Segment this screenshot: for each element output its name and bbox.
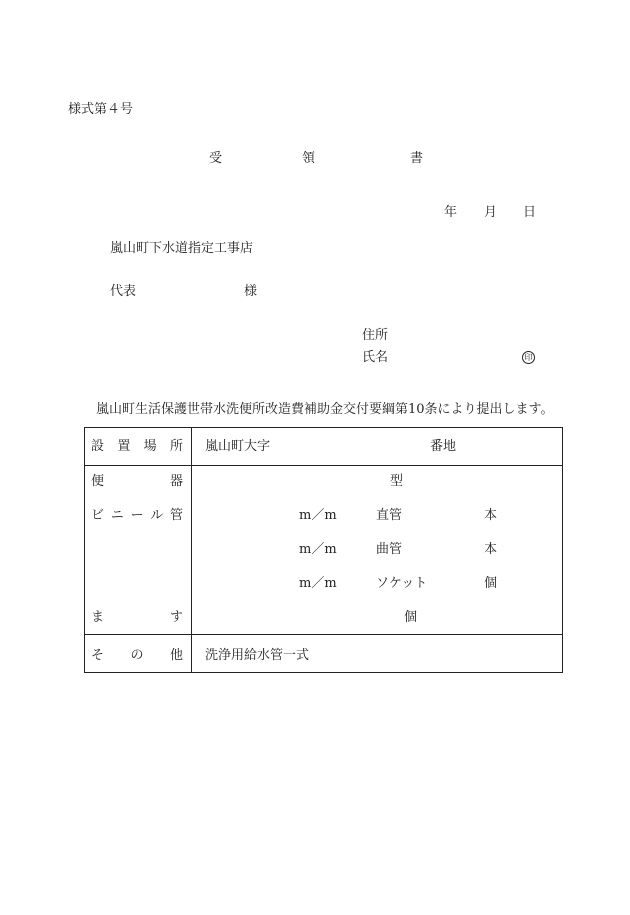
date-day: 日 — [523, 205, 537, 220]
location-label-char: 設 — [91, 439, 105, 454]
other-label-char: 他 — [169, 648, 183, 663]
location-town: 嵐山町大字 — [205, 439, 271, 454]
vinyl-pipe-label-char: ル — [150, 508, 164, 523]
table-border-bottom — [84, 672, 563, 673]
title-char-3: 書 — [410, 151, 424, 166]
table-row-divider-1 — [84, 465, 563, 466]
location-label-char: 場 — [143, 439, 157, 454]
location-label — [91, 440, 183, 453]
other-label-char: そ — [91, 648, 105, 663]
other-value: 洗浄用給水管一式 — [205, 648, 310, 663]
toilet-unit: 型 — [390, 474, 404, 489]
receipt-table — [84, 427, 563, 673]
vinyl-pipe-label — [91, 509, 183, 522]
table-column-divider — [191, 427, 192, 673]
toilet-label — [91, 475, 183, 488]
other-label-char: の — [130, 648, 144, 663]
pipe-unit: 個 — [484, 576, 498, 591]
toilet-label-char: 器 — [169, 474, 183, 489]
pipe-size: m／m — [299, 542, 337, 557]
pipe-item: ソケット — [376, 576, 428, 591]
vinyl-pipe-label-char: 管 — [169, 508, 183, 523]
basin-label-char: す — [169, 610, 183, 625]
pipe-unit: 本 — [484, 542, 498, 557]
table-row-divider-2 — [84, 634, 563, 635]
pipe-size: m／m — [299, 576, 337, 591]
basin-unit: 個 — [404, 610, 418, 625]
pipe-unit: 本 — [484, 508, 498, 523]
pipe-size: m／m — [299, 508, 337, 523]
seal-icon: 印 — [522, 351, 535, 364]
statement: 嵐山町生活保護世帯水洗便所改造費補助金交付要綱第10条により提出します。 — [96, 402, 554, 417]
representative-label: 代表 — [110, 284, 137, 299]
date-month: 月 — [484, 205, 498, 220]
representative-honorific: 様 — [244, 284, 258, 299]
title-char-2: 領 — [302, 151, 316, 166]
location-label-char: 置 — [117, 439, 131, 454]
vinyl-pipe-label-char: ニ — [110, 508, 124, 523]
table-border-right — [562, 427, 563, 673]
location-lot: 番地 — [430, 439, 457, 454]
address-label: 住所 — [362, 328, 389, 343]
table-border-top — [84, 427, 563, 428]
pipe-item: 直管 — [376, 508, 403, 523]
basin-label — [91, 611, 183, 624]
location-label-char: 所 — [169, 439, 183, 454]
vinyl-pipe-label-char: ビ — [91, 508, 105, 523]
table-border-left — [84, 427, 85, 673]
pipe-item: 曲管 — [376, 542, 403, 557]
vinyl-pipe-label-char: ー — [130, 508, 144, 523]
addressee: 嵐山町下水道指定工事店 — [110, 241, 254, 256]
date-year: 年 — [444, 205, 458, 220]
other-label — [91, 649, 183, 662]
form-number: 様式第４号 — [68, 102, 134, 117]
basin-label-char: ま — [91, 610, 105, 625]
title-char-1: 受 — [209, 151, 223, 166]
name-label: 氏名 — [362, 350, 389, 365]
toilet-label-char: 便 — [91, 474, 105, 489]
